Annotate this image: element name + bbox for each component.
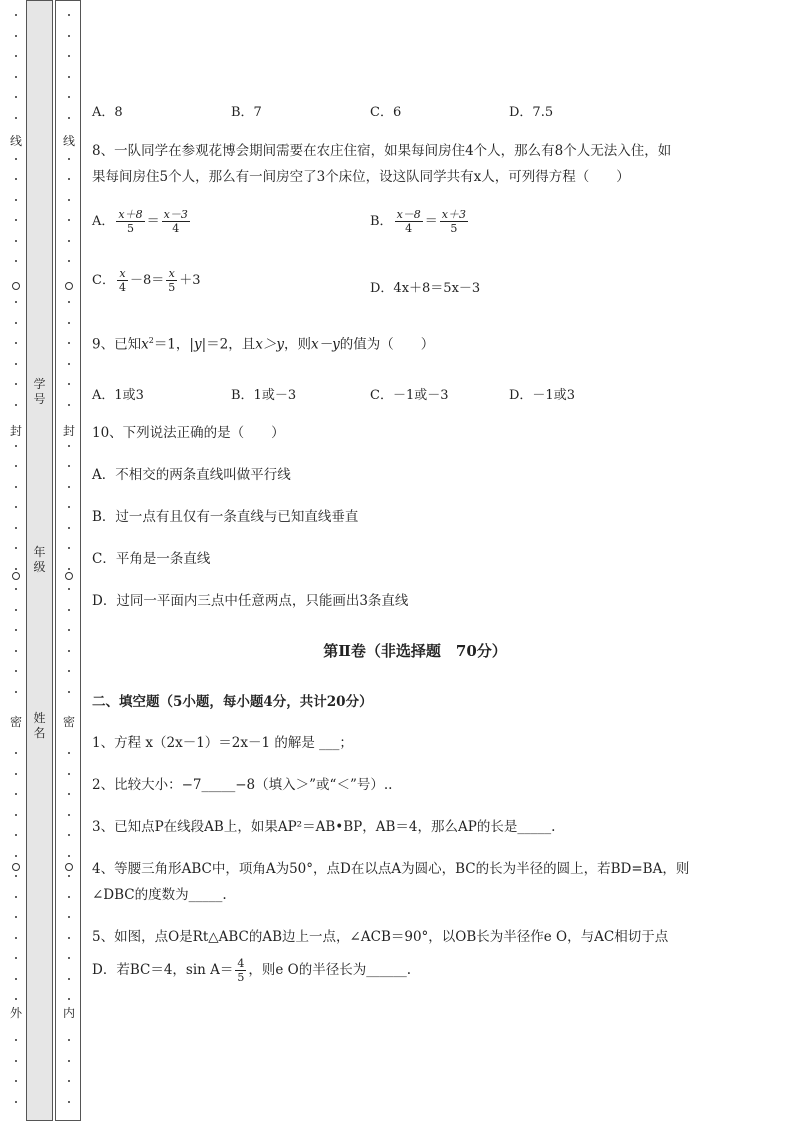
binding-dot xyxy=(15,301,17,303)
q8-option-a: A． $\frac{x+8}{5}$ ＝ $\frac{x-3}{4}$ xyxy=(92,208,188,235)
binding-dot xyxy=(68,793,70,795)
fill-q4-line2: ∠DBC的度数为_____. xyxy=(92,887,227,903)
part2-title: 第Ⅱ卷（非选择题 70分） xyxy=(323,642,507,660)
q7-option-c: C．6 xyxy=(370,105,402,120)
q8-b-frac1 xyxy=(395,208,423,235)
binding-dot xyxy=(15,14,17,16)
binding-dot xyxy=(68,117,70,119)
binding-dot xyxy=(15,834,17,836)
binding-dot xyxy=(68,240,70,242)
q9-option-b: B．1或－3 xyxy=(231,388,297,403)
binding-dot xyxy=(15,260,17,262)
q8-b-label: B． xyxy=(370,214,393,229)
section2-title: 二、填空题（5小题，每小题4分，共计20分） xyxy=(92,694,373,710)
binding-dot xyxy=(68,1080,70,1082)
binding-dot xyxy=(15,76,17,78)
binding-dot xyxy=(68,752,70,754)
binding-dot xyxy=(15,998,17,1000)
q8-c-end: ＋3 xyxy=(179,273,201,288)
binding-dot xyxy=(15,629,17,631)
binding-dot xyxy=(15,691,17,693)
binding-dot xyxy=(68,55,70,57)
binding-dot xyxy=(15,773,17,775)
binding-dot xyxy=(15,650,17,652)
binding-dot xyxy=(15,219,17,221)
binding-dot xyxy=(68,76,70,78)
q8-b-num2: x＋3 xyxy=(441,208,466,221)
binding-dot xyxy=(68,568,70,570)
binding-dot xyxy=(68,1039,70,1041)
binding-dot xyxy=(68,916,70,918)
q8-c-frac2 xyxy=(166,267,177,294)
binding-dot xyxy=(68,896,70,898)
binding-dot xyxy=(15,158,17,160)
binding-dot xyxy=(68,486,70,488)
outer-char-secret: 密 xyxy=(9,715,22,729)
inner-char-inner: 内 xyxy=(62,1006,75,1020)
binding-circle xyxy=(12,572,20,580)
binding-dot xyxy=(15,240,17,242)
q9-p2: x xyxy=(141,336,149,353)
binding-dot xyxy=(68,773,70,775)
binding-dot xyxy=(15,199,17,201)
q9-p7: x＞y xyxy=(255,336,284,353)
grade-text: 年级 xyxy=(33,545,46,574)
q8-stem-line2: 果每间房住5个人，那么有一间房空了3个床位，设这队同学共有x人，可列得方程（ ） xyxy=(92,169,630,185)
binding-dot xyxy=(15,855,17,857)
binding-dot xyxy=(68,957,70,959)
binding-dot xyxy=(15,814,17,816)
binding-dot xyxy=(68,998,70,1000)
binding-dot xyxy=(15,547,17,549)
binding-dot xyxy=(68,855,70,857)
q9-p6: ＝2，且 xyxy=(206,336,256,353)
binding-dot xyxy=(15,568,17,570)
binding-dot xyxy=(68,834,70,836)
q8-a-frac1 xyxy=(116,208,144,235)
outer-margin-column xyxy=(8,0,22,1123)
binding-dot xyxy=(68,527,70,529)
fill-q2: 2、比较大小：−7_____−8（填入＞”或“＜”号）.. xyxy=(92,777,393,793)
binding-circle xyxy=(65,282,73,290)
binding-dot xyxy=(15,670,17,672)
q8-stem-line1: 8、一队同学在参观花博会期间需要在农庄住宿，如果每间房住4个人，那么有8个人无法入住，如 xyxy=(92,143,672,159)
outer-char-outer: 外 xyxy=(9,1006,22,1020)
q9-p4: ＝1， xyxy=(153,336,190,353)
fill-q5-line1: 5、如图，点O是Rt△ABC的AB边上一点，∠ACB＝90°，以OB长为半径作e O，与AC相切于点 xyxy=(92,929,669,945)
q8-a-num2: x－3 xyxy=(163,208,188,221)
binding-dot xyxy=(15,793,17,795)
binding-dot xyxy=(68,650,70,652)
binding-circle xyxy=(65,863,73,871)
q9-p10: 的值为（ ） xyxy=(339,336,435,353)
binding-dot xyxy=(15,117,17,119)
binding-dot xyxy=(68,547,70,549)
q9-p5: |y| xyxy=(189,336,207,353)
name-label xyxy=(26,711,53,741)
fill-q5-part-b: ，则e O的半径长为______. xyxy=(248,962,412,978)
binding-dot xyxy=(15,445,17,447)
binding-dot xyxy=(68,588,70,590)
q8-c-mid: －8＝ xyxy=(129,273,165,288)
binding-dot xyxy=(15,322,17,324)
binding-dot xyxy=(68,670,70,672)
binding-dot xyxy=(15,55,17,57)
q8-c-frac1 xyxy=(117,267,128,294)
binding-dot xyxy=(15,916,17,918)
q7-option-a: A．8 xyxy=(92,105,123,120)
binding-dot xyxy=(15,978,17,980)
binding-dot xyxy=(68,691,70,693)
binding-dot xyxy=(68,1101,70,1103)
binding-dot xyxy=(68,35,70,37)
fill-q5-den: 5 xyxy=(237,971,245,984)
q8-c-num2: x xyxy=(166,267,177,281)
inner-margin-column xyxy=(61,0,75,1123)
binding-dot xyxy=(15,465,17,467)
student-id-label xyxy=(26,377,53,407)
binding-dot xyxy=(68,609,70,611)
binding-dot xyxy=(15,957,17,959)
inner-char-line: 线 xyxy=(62,134,75,148)
binding-dot xyxy=(68,363,70,365)
q8-c-den1: 4 xyxy=(118,281,126,294)
binding-dot xyxy=(68,629,70,631)
outer-char-line: 线 xyxy=(9,134,22,148)
binding-dot xyxy=(68,301,70,303)
q9-stem xyxy=(92,328,434,358)
q8-option-c xyxy=(92,267,201,294)
fill-q4-line1: 4、等腰三角形ABC中，项角A为50°，点D在以点A为圆心，BC的长为半径的圆上，若BD=BA，则 xyxy=(92,861,690,877)
q10-stem: 10、下列说法正确的是（ ） xyxy=(92,425,285,441)
fill-q5-line2 xyxy=(92,957,411,984)
q8-c-num1: x xyxy=(117,267,128,281)
binding-dot xyxy=(68,465,70,467)
binding-dot xyxy=(15,896,17,898)
q9-option-a: A．1或3 xyxy=(92,388,144,403)
binding-dot xyxy=(15,588,17,590)
binding-dot xyxy=(68,937,70,939)
binding-dot xyxy=(15,937,17,939)
q7-option-b: B．7 xyxy=(231,105,262,120)
binding-dot xyxy=(68,445,70,447)
student-id-text: 学号 xyxy=(33,377,46,406)
q9-p8: ，则 xyxy=(283,336,311,353)
binding-circle xyxy=(65,572,73,580)
binding-dot xyxy=(68,404,70,406)
binding-dot xyxy=(68,506,70,508)
binding-dot xyxy=(15,404,17,406)
q9-p9: x－y xyxy=(310,336,340,353)
q9-p1: 9、已知 xyxy=(92,336,142,353)
q9-option-c: C．－1或－3 xyxy=(370,388,449,403)
binding-dot xyxy=(15,178,17,180)
q8-a-num1: x＋8 xyxy=(118,208,143,221)
binding-dot xyxy=(68,342,70,344)
q8-b-den1: 4 xyxy=(405,222,413,235)
binding-circle xyxy=(12,863,20,871)
binding-dot xyxy=(15,486,17,488)
binding-dot xyxy=(68,199,70,201)
binding-dot xyxy=(15,609,17,611)
q10-option-d: D．过同一平面内三点中任意两点，只能画出3条直线 xyxy=(92,593,409,609)
grade-label xyxy=(26,545,53,575)
binding-dot xyxy=(68,96,70,98)
name-text: 姓名 xyxy=(33,711,46,740)
q9-option-d: D．－1或3 xyxy=(509,388,575,403)
q8-a-den1: 5 xyxy=(126,222,134,235)
binding-dot xyxy=(15,342,17,344)
q8-b-num1: x－8 xyxy=(396,208,421,221)
q7-option-d: D．7.5 xyxy=(509,105,554,120)
binding-dot xyxy=(68,322,70,324)
binding-dot xyxy=(68,219,70,221)
inner-char-seal: 封 xyxy=(62,424,75,438)
fill-q5-frac xyxy=(235,957,246,984)
binding-dot xyxy=(15,527,17,529)
q8-b-den2: 5 xyxy=(450,222,458,235)
binding-dot xyxy=(15,35,17,37)
binding-dot xyxy=(68,1060,70,1062)
q10-option-b: B．过一点有且仅有一条直线与已知直线垂直 xyxy=(92,509,359,525)
binding-circle xyxy=(12,282,20,290)
q9-p3: 2 xyxy=(148,336,154,345)
q10-option-c: C．平角是一条直线 xyxy=(92,551,211,567)
fill-q5-num: 4 xyxy=(237,957,245,970)
q8-a-frac2 xyxy=(162,208,190,235)
q8-option-b: B． $\frac{x-8}{4}$ ＝ $\frac{x+3}{5}$ xyxy=(370,208,466,235)
q8-option-d: D．4x＋8＝5x－3 xyxy=(370,281,481,296)
binding-dot xyxy=(68,14,70,16)
binding-dot xyxy=(68,383,70,385)
inner-char-secret: 密 xyxy=(62,715,75,729)
binding-dot xyxy=(68,178,70,180)
q8-a-den2: 4 xyxy=(172,222,180,235)
q8-b-frac2 xyxy=(440,208,468,235)
binding-dot xyxy=(15,383,17,385)
binding-dot xyxy=(68,875,70,877)
binding-dot xyxy=(15,875,17,877)
fill-q5-part-a: D．若BC＝4，sin A＝ xyxy=(92,962,234,978)
binding-dot xyxy=(68,978,70,980)
binding-dot xyxy=(68,814,70,816)
binding-dot xyxy=(15,752,17,754)
outer-char-seal: 封 xyxy=(9,424,22,438)
binding-dot xyxy=(15,96,17,98)
fill-q3: 3、已知点P在线段AB上，如果AP²＝AB•BP，AB＝4，那么AP的长是_____. xyxy=(92,819,556,835)
binding-dot xyxy=(15,1080,17,1082)
q8-c-label: C． xyxy=(92,273,115,288)
q8-a-label: A． xyxy=(92,214,115,229)
binding-dot xyxy=(15,1060,17,1062)
binding-dot xyxy=(15,506,17,508)
binding-dot xyxy=(15,1101,17,1103)
binding-dot xyxy=(68,158,70,160)
binding-dot xyxy=(68,260,70,262)
q10-option-a: A．不相交的两条直线叫做平行线 xyxy=(92,467,291,483)
binding-dot xyxy=(15,1039,17,1041)
binding-dot xyxy=(15,363,17,365)
q8-c-den2: 5 xyxy=(168,281,176,294)
fill-q1: 1、方程 x（2x－1）＝2x－1 的解是 ___； xyxy=(92,735,353,751)
